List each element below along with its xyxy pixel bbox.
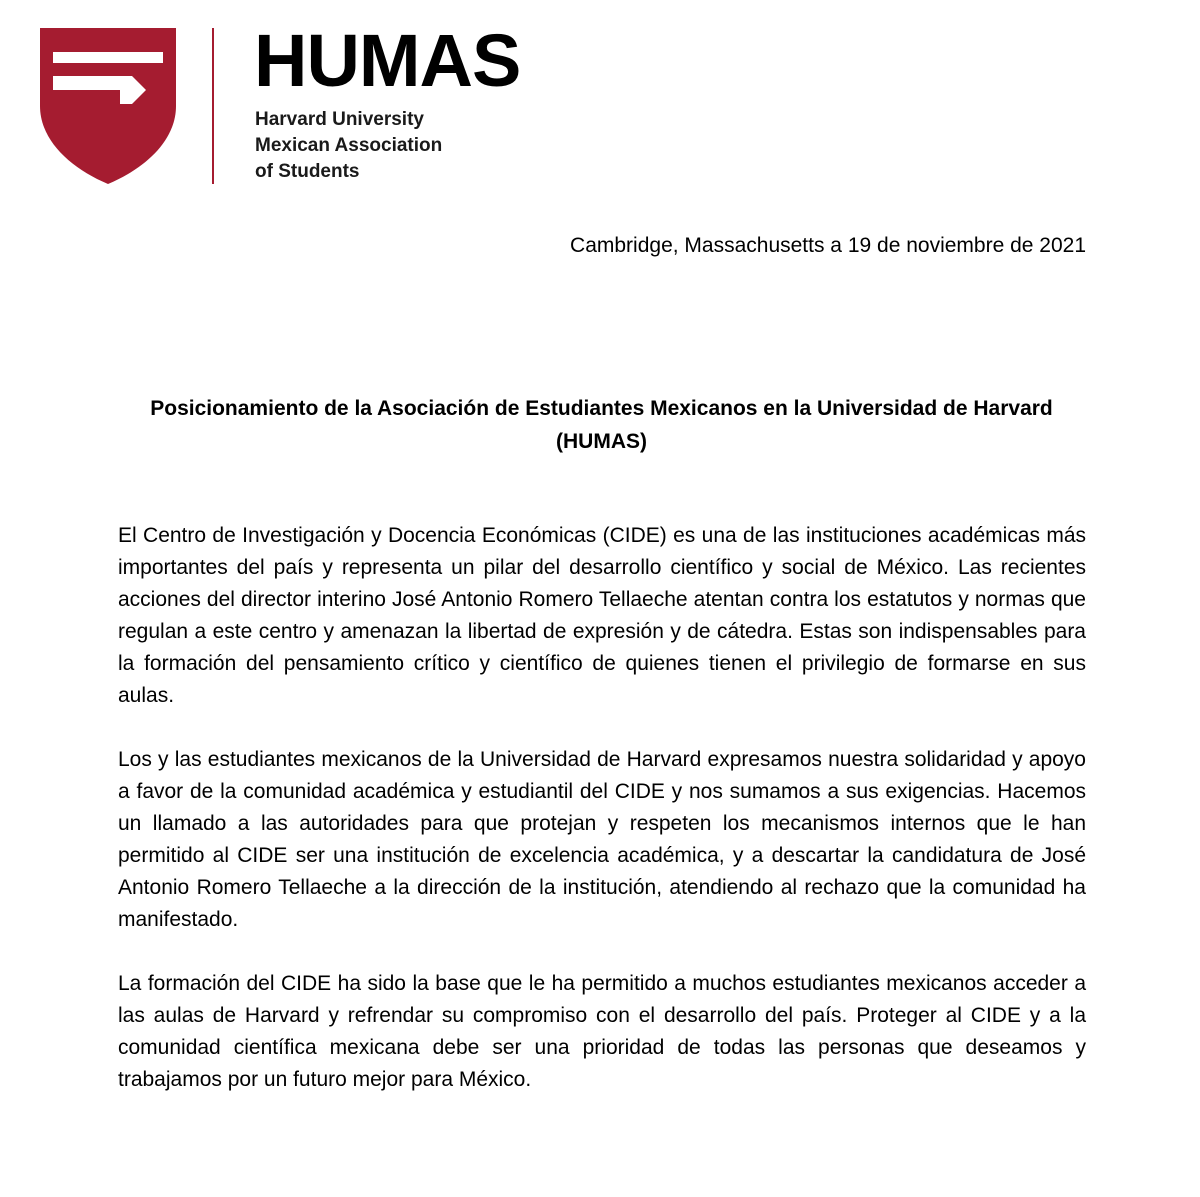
document-body bbox=[118, 520, 1086, 1128]
document-title: Posicionamiento de la Asociación de Estudiantes Mexicanos en la Universidad de Harvard (HUMAS) bbox=[150, 397, 1053, 453]
org-subtitle-line: of Students bbox=[255, 161, 360, 182]
org-subtitle-line: Harvard University bbox=[255, 109, 424, 130]
date-line: Cambridge, Massachusetts a 19 de noviembre de 2021 bbox=[570, 234, 1086, 257]
body-paragraph: El Centro de Investigación y Docencia Económicas (CIDE) es una de las instituciones académicas más importantes del país y representa un pilar del desarrollo científico y social de México. Las recientes acciones del director interino José Antonio Romero Tellaeche atentan contra los estatutos y normas que regulan a este centro y amenazan la libertad de expresión y de cátedra. Estas son indispensables para la formación del pensamiento crítico y científico de quienes tienen el privilegio de formarse en sus aulas. bbox=[118, 524, 1086, 707]
org-name: HUMAS bbox=[254, 19, 521, 102]
body-paragraph: Los y las estudiantes mexicanos de la Universidad de Harvard expresamos nuestra solidaridad y apoyo a favor de la comunidad académica y estudiantil del CIDE y nos sumamos a sus exigencias. Hacemos un llamado a las autoridades para que protejan y respeten los mecanismos internos que le han permitido al CIDE ser una institución de excelencia académica, y a descartar la candidatura de José Antonio Romero Tellaeche a la dirección de la institución, atendiendo al rechazo que la comunidad ha manifestado. bbox=[118, 748, 1086, 931]
shield-logo-icon bbox=[40, 28, 176, 184]
letterhead-divider bbox=[212, 28, 214, 184]
org-subtitle-line: Mexican Association bbox=[255, 135, 443, 156]
letterhead bbox=[40, 19, 600, 188]
body-paragraph: La formación del CIDE ha sido la base que le ha permitido a muchos estudiantes mexicanos acceder a las aulas de Harvard y refrendar su compromiso con el desarrollo del país. Proteger al CIDE y a la comunidad científica mexicana debe ser una prioridad de todas las personas que deseamos y trabajamos por un futuro mejor para México. bbox=[118, 972, 1086, 1091]
org-subtitle bbox=[255, 107, 442, 185]
